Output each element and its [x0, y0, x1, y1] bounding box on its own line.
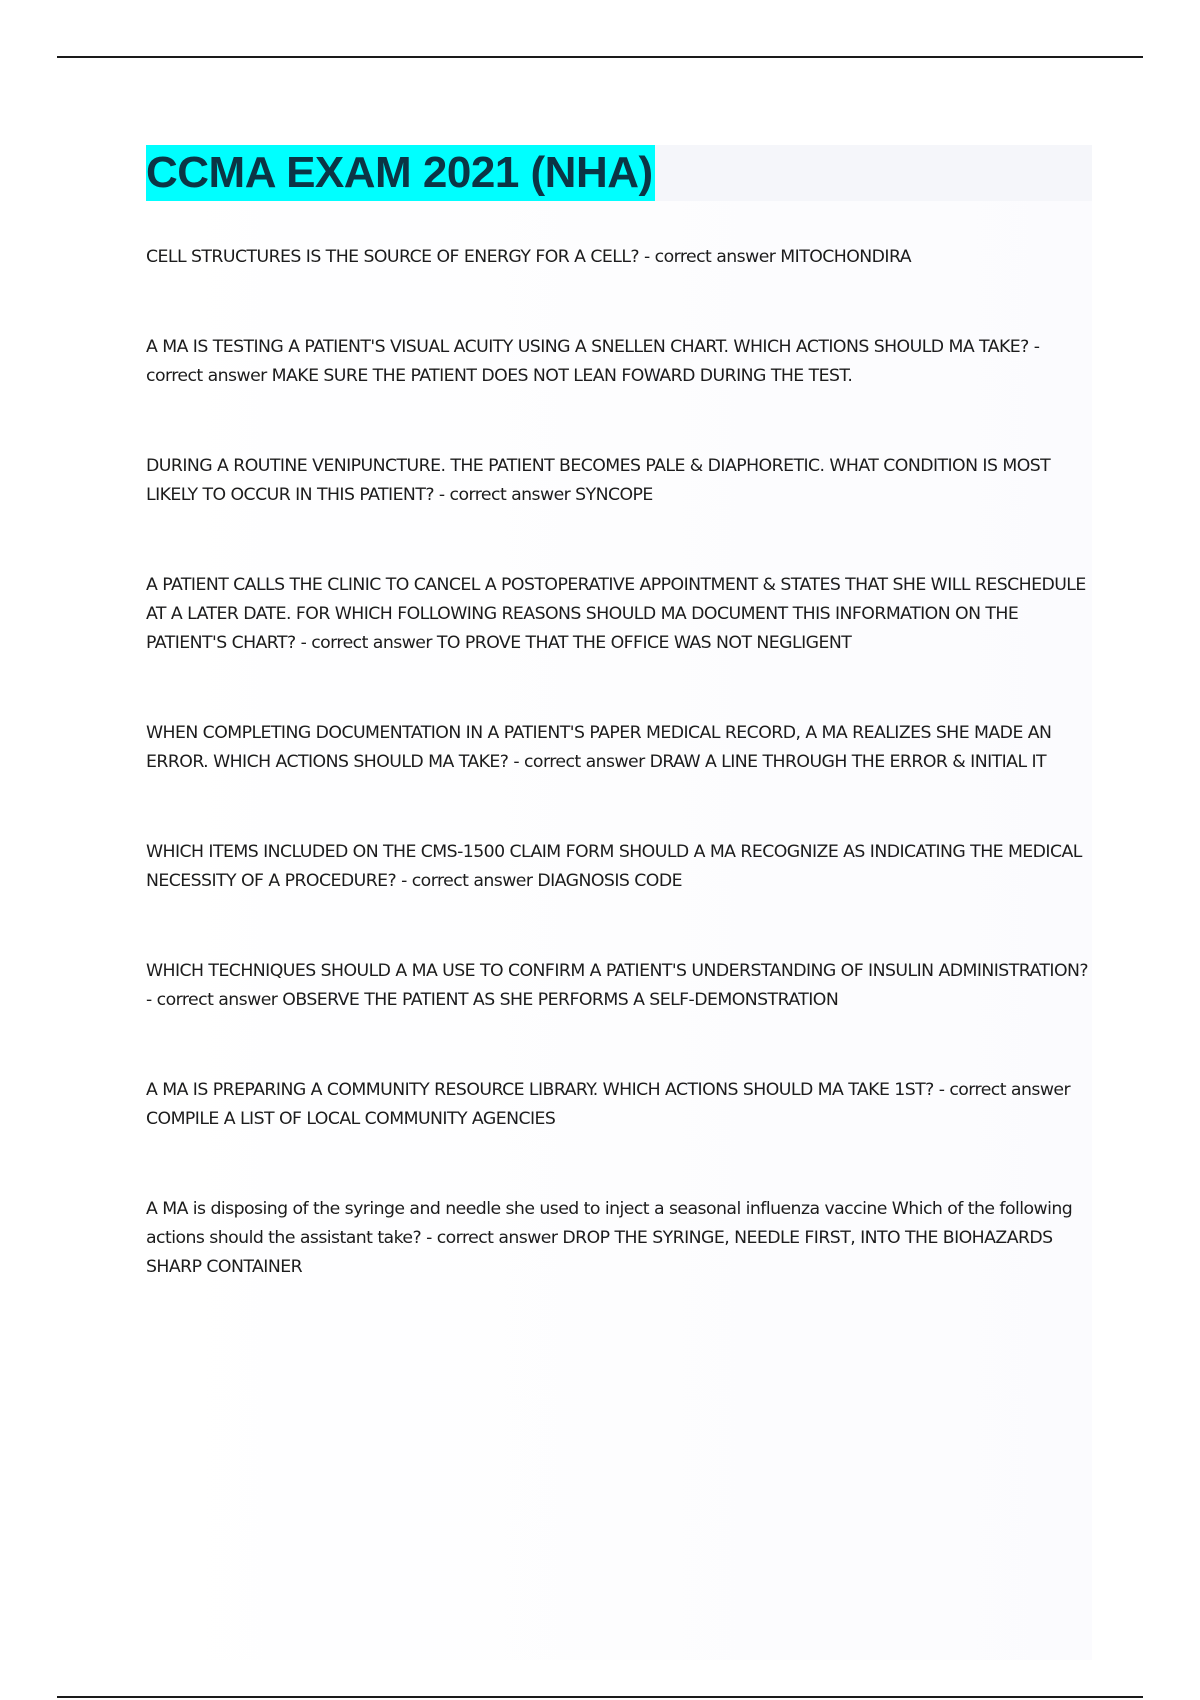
- document-title: CCMA EXAM 2021 (NHA): [146, 145, 655, 201]
- bottom-rule: [57, 1696, 1143, 1698]
- qa-item: A MA IS TESTING A PATIENT'S VISUAL ACUITY USING A SNELLEN CHART. WHICH ACTIONS SHOULD MA TAKE? - correct answer MAKE SURE THE PATIENT DOES NOT LEAN FOWARD DURING THE TEST.: [146, 337, 1040, 386]
- qa-item: WHEN COMPLETING DOCUMENTATION IN A PATIENT'S PAPER MEDICAL RECORD, A MA REALIZES SHE MADE AN ERROR. WHICH ACTIONS SHOULD MA TAKE? - correct answer DRAW A LINE THROUGH THE ERROR & INITIAL IT: [146, 723, 1052, 772]
- qa-item: A PATIENT CALLS THE CLINIC TO CANCEL A POSTOPERATIVE APPOINTMENT & STATES THAT SHE WILL RESCHEDULE AT A LATER DATE. FOR WHICH FOLLOWING REASONS SHOULD MA DOCUMENT THIS INFORMATION ON THE PATIENT'S CHART? - correct answer TO PROVE THAT THE OFFICE WAS NOT NEGLIGENT: [146, 575, 1086, 653]
- top-rule: [57, 56, 1143, 58]
- qa-item: A MA is disposing of the syringe and needle she used to inject a seasonal influenza vaccine Which of the following actions should the assistant take? - correct answer DROP THE SYRINGE, NEEDLE FIRST, INTO THE BIOHAZARDS SHARP CONTAINER: [146, 1199, 1073, 1277]
- qa-item: WHICH TECHNIQUES SHOULD A MA USE TO CONFIRM A PATIENT'S UNDERSTANDING OF INSULIN ADMINISTRATION? - correct answer OBSERVE THE PATIENT AS SHE PERFORMS A SELF-DEMONSTRATION: [146, 961, 1089, 1010]
- qa-item: WHICH ITEMS INCLUDED ON THE CMS-1500 CLAIM FORM SHOULD A MA RECOGNIZE AS INDICATING THE MEDICAL NECESSITY OF A PROCEDURE? - correct answer DIAGNOSIS CODE: [146, 842, 1082, 891]
- document-body: [146, 145, 1092, 1660]
- qa-item: A MA IS PREPARING A COMMUNITY RESOURCE LIBRARY. WHICH ACTIONS SHOULD MA TAKE 1ST? - correct answer COMPILE A LIST OF LOCAL COMMUNITY AGENCIES: [146, 1080, 1071, 1129]
- qa-list: [146, 243, 1092, 1282]
- qa-item: CELL STRUCTURES IS THE SOURCE OF ENERGY FOR A CELL? - correct answer MITOCHONDIRA: [146, 247, 911, 267]
- qa-item: DURING A ROUTINE VENIPUNCTURE. THE PATIENT BECOMES PALE & DIAPHORETIC. WHAT CONDITION IS MOST LIKELY TO OCCUR IN THIS PATIENT? - correct answer SYNCOPE: [146, 456, 1051, 505]
- title-band: [146, 145, 1092, 201]
